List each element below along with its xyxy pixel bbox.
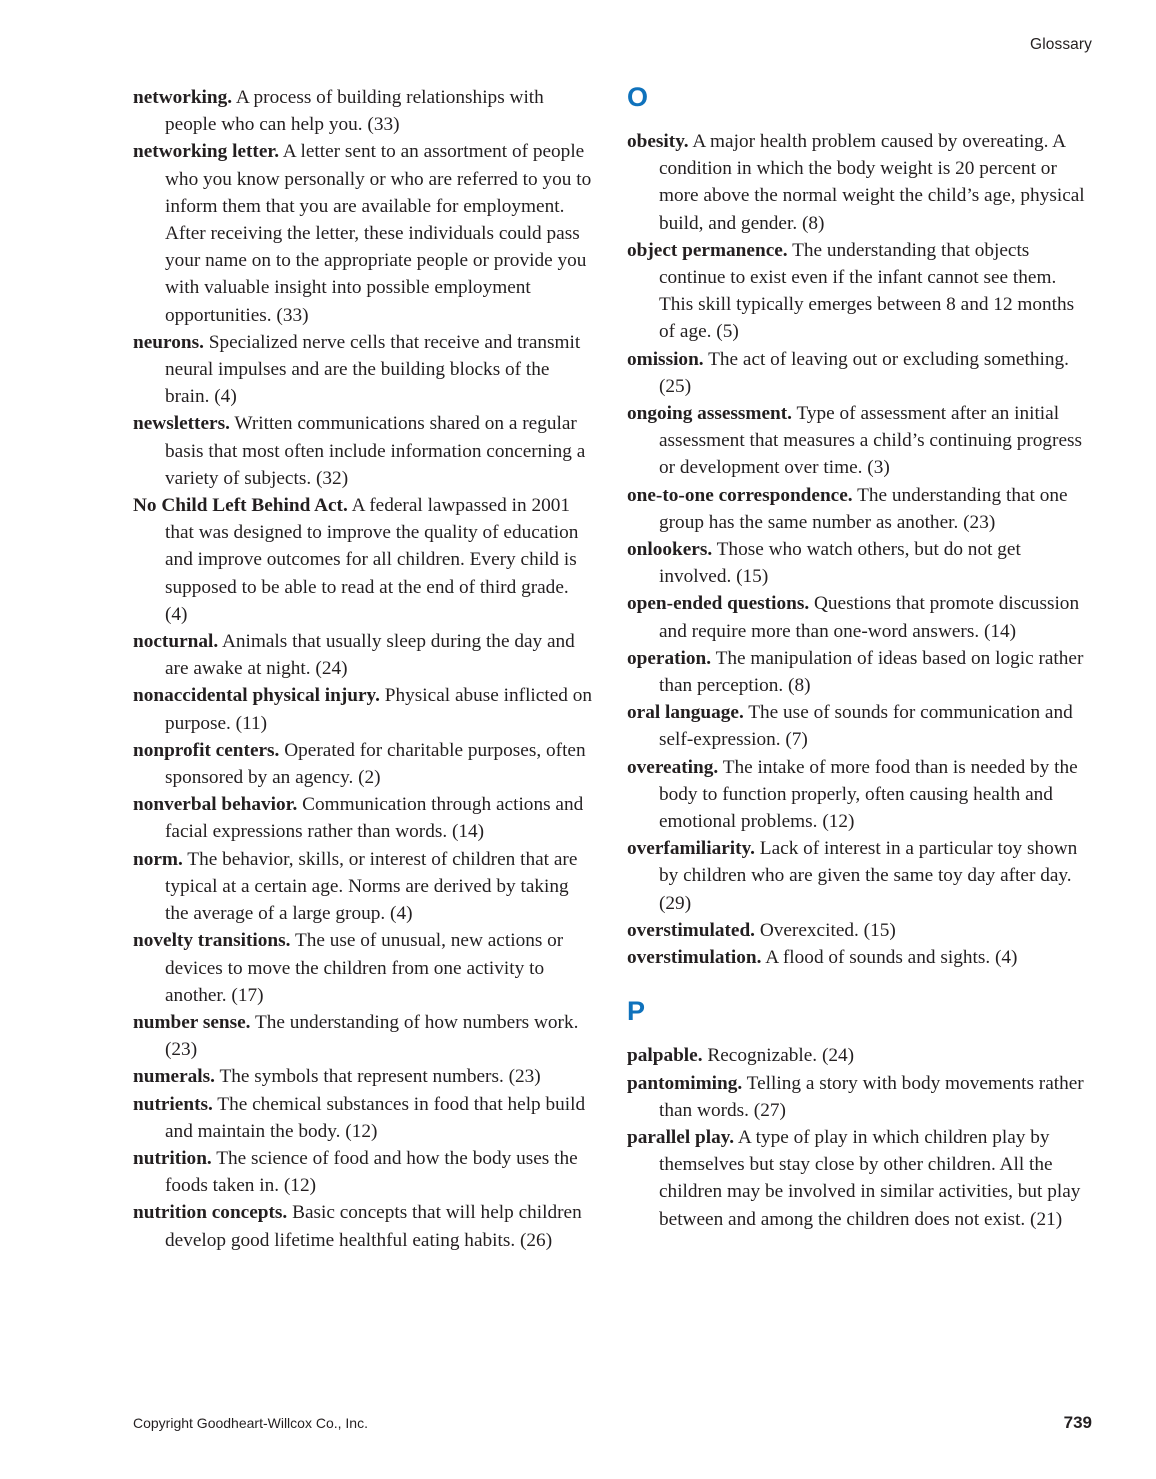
glossary-definition: The chemical substances in food that help build and maintain the body. (12) [165,1093,586,1142]
glossary-term: nonaccidental physical injury. [133,685,380,707]
glossary-columns [133,84,1083,1324]
glossary-entry [627,1070,1089,1124]
glossary-entry [627,699,1089,753]
right-column [627,84,1089,1324]
letter-heading-o: O [627,82,649,112]
glossary-term: overeating. [627,756,719,778]
glossary-definition: The understanding that one group has the same number as another. (23) [659,484,1068,533]
glossary-entry [627,645,1089,699]
glossary-entry [133,927,595,1009]
glossary-entry [133,84,595,138]
glossary-term: overstimulation. [627,947,762,969]
left-column [133,84,595,1324]
glossary-entry [133,1199,595,1253]
glossary-term: parallel play. [627,1126,735,1148]
glossary-entry [627,1042,1089,1069]
glossary-definition: Lack of interest in a particular toy shown by children who are given the same toy day after day. (29) [659,838,1078,914]
glossary-definition: A federal lawpassed in 2001 that was designed to improve the quality of education and improve outcomes for all children. Every child is supposed to be able to read at the end of third grade. (4) [165,495,579,625]
glossary-term: newsletters. [133,413,230,435]
glossary-definition: The use of sounds for communication and self-expression. (7) [659,702,1073,751]
glossary-definition: Basic concepts that will help children develop good lifetime healthful eating habits. (26) [165,1202,582,1251]
glossary-definition: The use of unusual, new actions or devices to move the children from one activity to another. (17) [165,930,564,1006]
glossary-term: pantomiming. [627,1072,743,1094]
glossary-term: one-to-one correspondence. [627,484,853,506]
letter-heading-p: P [627,996,646,1027]
glossary-definition: Those who watch others, but do not get involved. (15) [659,539,1021,588]
glossary-definition: A major health problem caused by overeating. A condition in which the body weight is 20 percent or more above the normal weight the child’s age, physical build, and gender. (8) [659,131,1085,234]
glossary-definition: A type of play in which children play by themselves but stay close by other children. All the children may be involved in similar activities, but play between and among the children does not exist. (21) [659,1126,1081,1230]
glossary-definition: The manipulation of ideas based on logic rather than perception. (8) [659,647,1084,697]
glossary-entry [627,754,1089,836]
glossary-term: number sense. [133,1011,251,1033]
glossary-term: palpable. [627,1045,703,1067]
glossary-entry [133,737,595,791]
glossary-term: norm. [133,848,183,870]
glossary-term: nonprofit centers. [133,739,280,761]
glossary-definition: Overexcited. (15) [759,919,896,941]
glossary-entry [133,1063,595,1090]
glossary-definition: Written communications shared on a regular basis that most often include information concerning a variety of subjects. (32) [165,413,586,489]
glossary-entry [133,791,595,845]
glossary-term: operation. [627,647,712,669]
copyright-notice: Copyright Goodheart-Willcox Co., Inc. [133,1415,368,1431]
glossary-entry [133,1145,595,1199]
glossary-term: object permanence. [627,239,788,261]
glossary-entry [133,492,595,628]
glossary-entry [627,835,1089,917]
glossary-term: networking letter. [133,141,280,163]
glossary-definition: Operated for charitable purposes, often sponsored by an agency. (2) [165,739,586,789]
glossary-term: neurons. [133,331,204,353]
glossary-term: nocturnal. [133,631,219,653]
glossary-entry [133,682,595,736]
glossary-definition: The understanding of how numbers work. (23) [165,1011,579,1061]
glossary-definition: A flood of sounds and sights. (4) [765,947,1018,969]
page-footer [133,1413,1092,1435]
glossary-term: onlookers. [627,539,713,561]
glossary-entry [627,346,1089,400]
glossary-term: networking. [133,87,233,108]
glossary-definition: Communication through actions and facial expressions rather than words. (14) [165,794,584,843]
glossary-definition: Questions that promote discussion and require more than one-word answers. (14) [659,593,1080,642]
glossary-definition: Type of assessment after an initial assessment that measures a child’s continuing progress or development over time. (3) [659,403,1083,479]
glossary-entry [627,128,1089,237]
glossary-definition: Specialized nerve cells that receive and transmit neural impulses and are the building blocks of the brain. (4) [165,331,581,408]
glossary-definition: Recognizable. (24) [707,1045,855,1067]
glossary-term: obesity. [627,131,689,152]
glossary-term: omission. [627,348,704,370]
glossary-definition: The symbols that represent numbers. (23) [219,1066,541,1088]
glossary-entry [627,536,1089,590]
glossary-term: nutrients. [133,1093,213,1115]
glossary-entry [133,1091,595,1145]
glossary-entry [133,410,595,492]
glossary-entry [133,628,595,682]
glossary-definition: A process of building relationships with people who can help you. (33) [165,87,544,136]
glossary-definition: Animals that usually sleep during the day and are awake at night. (24) [165,631,575,680]
glossary-definition: The behavior, skills, or interest of children that are typical at a certain age. Norms are derived by taking the average of a large group. (4) [165,848,578,925]
glossary-entry [133,138,595,328]
glossary-term: nonverbal behavior. [133,794,298,816]
glossary-definition: The act of leaving out or excluding something. (25) [659,348,1069,397]
glossary-entry [627,237,1089,346]
glossary-term: numerals. [133,1066,215,1088]
glossary-entry [627,1124,1089,1233]
glossary-entry [627,944,1089,971]
glossary-term: ongoing assessment. [627,403,792,425]
glossary-term: open-ended questions. [627,593,810,615]
glossary-entry [627,400,1089,482]
glossary-term: nutrition. [133,1147,212,1169]
glossary-term: overfamiliarity. [627,838,755,860]
page-number: 739 [1063,1413,1092,1432]
glossary-entry [627,590,1089,644]
glossary-entry [133,846,595,928]
glossary-definition: Physical abuse inflicted on purpose. (11) [165,685,593,734]
glossary-term: novelty transitions. [133,930,291,952]
glossary-entry [133,1009,595,1063]
glossary-definition: The science of food and how the body uses the foods taken in. (12) [165,1147,578,1197]
glossary-entry [133,329,595,411]
glossary-entry [627,482,1089,536]
glossary-term: overstimulated. [627,919,755,941]
glossary-term: oral language. [627,702,744,724]
running-head: Glossary [1030,36,1092,53]
glossary-entry [627,917,1089,944]
glossary-definition: A letter sent to an assortment of people who you know personally or who are referred to you to inform them that you are available for employment. After receiving the letter, these individuals could pass your name on to the appropriate people or provide you with valuable insight into possible employment opportunities. (33) [165,141,592,326]
glossary-definition: The understanding that objects continue to exist even if the infant cannot see them. This skill typically emerges between 8 and 12 months of age. (5) [659,239,1075,343]
glossary-definition: Telling a story with body movements rather than words. (27) [659,1072,1084,1121]
glossary-term: No Child Left Behind Act. [133,495,348,517]
glossary-definition: The intake of more food than is needed by the body to function properly, often causing health and emotional problems. (12) [659,756,1078,833]
glossary-term: nutrition concepts. [133,1202,288,1224]
